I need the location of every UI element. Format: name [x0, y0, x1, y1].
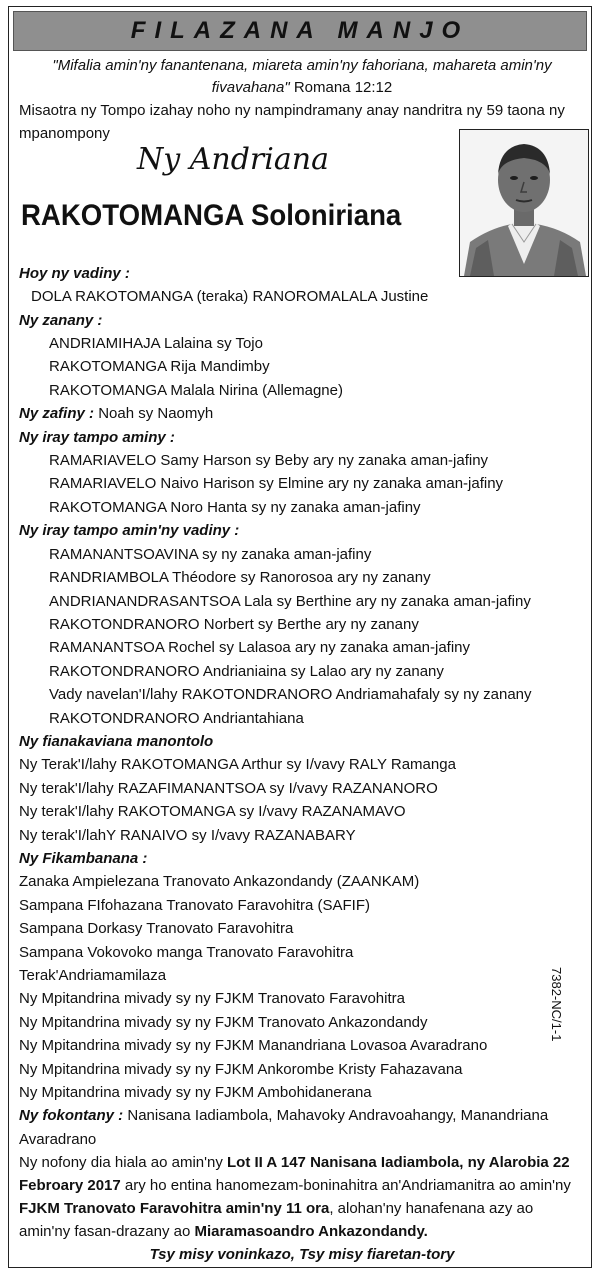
- section-tampo-label: Ny iray tampo aminy :: [19, 428, 175, 446]
- list-item: RAKOTONDRANORO Andriantahiana: [49, 709, 304, 727]
- reference-code: 7382-NC/1-1: [549, 967, 564, 1042]
- list-item: Sampana Vokovoko manga Tranovato Faravohitra: [19, 943, 354, 961]
- list-item: Ny terak'I/lahy RAKOTOMANGA sy I/vavy RAZANAMAVO: [19, 803, 406, 821]
- portrait-photo: [459, 129, 589, 277]
- list-item: RAMARIAVELO Samy Harson sy Beby ary ny zanaka aman-jafiny: [49, 452, 489, 470]
- closing-line: Tsy misy voninkazo, Tsy misy fiaretan-tory: [149, 1246, 455, 1264]
- header-banner: [13, 11, 587, 51]
- section-fikambanana-label: Ny Fikambanana :: [19, 849, 148, 867]
- list-item: RAMANANTSOA Rochel sy Lalasoa ary ny zanaka aman-jafiny: [49, 639, 471, 657]
- header-title: FILAZANA MANJO: [130, 17, 470, 44]
- list-item: Ny Mpitandrina mivady sy ny FJKM Tranovato Ankazondandy: [19, 1013, 428, 1031]
- list-item: RAKOTONDRANORO Norbert sy Berthe ary ny zanany: [49, 615, 419, 633]
- section-vady-label: Hoy ny vadiny :: [19, 264, 130, 282]
- list-item: ANDRIANANDRASANTSOA Lala sy Berthine ary ny zanaka aman-jafiny: [49, 592, 531, 610]
- deceased-honorific: Ny Andriana: [137, 141, 329, 177]
- list-item: RANDRIAMBOLA Théodore sy Ranorosoa ary ny zanany: [49, 569, 431, 587]
- list-item: RAKOTOMANGA Noro Hanta sy ny zanaka aman-jafiny: [49, 498, 421, 516]
- list-item: Ny terak'I/lahy RAZAFIMANANTSOA sy I/vavy RAZANANORO: [19, 779, 438, 797]
- section-fianakaviana-label: Ny fianakaviana manontolo: [19, 732, 214, 750]
- list-item: RAMANANTSOAVINA sy ny zanaka aman-jafiny: [49, 545, 372, 563]
- verse-reference: Romana 12:12: [293, 79, 393, 96]
- list-item: Ny terak'I/lahY RANAIVO sy I/vavy RAZANABARY: [19, 826, 356, 844]
- portrait-image: [460, 130, 588, 276]
- list-item: Ny Mpitandrina mivady sy ny FJKM Ankorombe Kristy Fahazavana: [19, 1060, 463, 1078]
- list-item: ANDRIAMIHAJA Lalaina sy Tojo: [49, 335, 263, 353]
- section-tampo-vady-label: Ny iray tampo amin'ny vadiny :: [19, 522, 240, 540]
- list-item: Ny Mpitandrina mivady sy ny FJKM Manandriana Lovasoa Avaradrano: [19, 1037, 488, 1055]
- list-item: Sampana FIfohazana Tranovato Faravohitra (SAFIF): [19, 896, 370, 914]
- obituary-notice: [8, 6, 592, 1268]
- list-item: Ny Terak'I/lahy RAKOTOMANGA Arthur sy I/vavy RALY Ramanga: [19, 756, 456, 774]
- list-item: Ny Mpitandrina mivady sy ny FJKM Ambohidanerana: [19, 1084, 372, 1102]
- list-item: Zanaka Ampielezana Tranovato Ankazondandy (ZAANKAM): [19, 873, 420, 891]
- list-item: Vady navelan'I/lahy RAKOTONDRANORO Andriamahafaly sy ny zanany: [49, 686, 532, 704]
- list-item: DOLA RAKOTOMANGA (teraka) RANOROMALALA Justine: [31, 288, 429, 306]
- list-item: RAMARIAVELO Naivo Harison sy Elmine ary ny zanaka aman-jafiny: [49, 475, 504, 493]
- list-item: Ny Mpitandrina mivady sy ny FJKM Tranovato Faravohitra: [19, 990, 405, 1008]
- intro-text: Misaotra ny Tompo izahay noho ny nampindramany anay nandritra ny 59 taona ny mpanompony: [19, 102, 565, 143]
- section-fokontany: Ny fokontany : Nanisana Iadiambola, Mahavoky Andravoahangy, Manandriana Avaradrano: [19, 1107, 549, 1148]
- bible-verse: [19, 55, 585, 99]
- funeral-details: Ny nofony dia hiala ao amin'ny Lot II A 147 Nanisana Iadiambola, ny Alarobia 22 Febroary 2017 ary ho entina hanomezam-boninahitra an'Andriamanitra ao amin'ny FJKM Tranovato Faravohitra amin'ny 11 ora, alohan'ny hanafenana azy ao amin'ny fasan-drazany ao Miaramasoandro Ankazondandy.: [19, 1154, 571, 1241]
- verse-text: "Mifalia amin'ny fanantenana, miareta amin'ny fahoriana, mahareta amin'ny fivavahana": [52, 57, 552, 96]
- list-item: Terak'Andriamamilaza: [19, 967, 167, 984]
- section-zanany-label: Ny zanany :: [19, 311, 103, 329]
- list-item: RAKOTONDRANORO Andrianiaina sy Lalao ary ny zanany: [49, 662, 444, 680]
- list-item: RAKOTOMANGA Malala Nirina (Allemagne): [49, 381, 343, 399]
- deceased-name: RAKOTOMANGA Soloniriana: [21, 198, 402, 232]
- list-item: RAKOTOMANGA Rija Mandimby: [49, 358, 270, 376]
- list-item: Sampana Dorkasy Tranovato Faravohitra: [19, 920, 294, 938]
- section-zafiny: Ny zafiny : Noah sy Naomyh: [19, 405, 214, 423]
